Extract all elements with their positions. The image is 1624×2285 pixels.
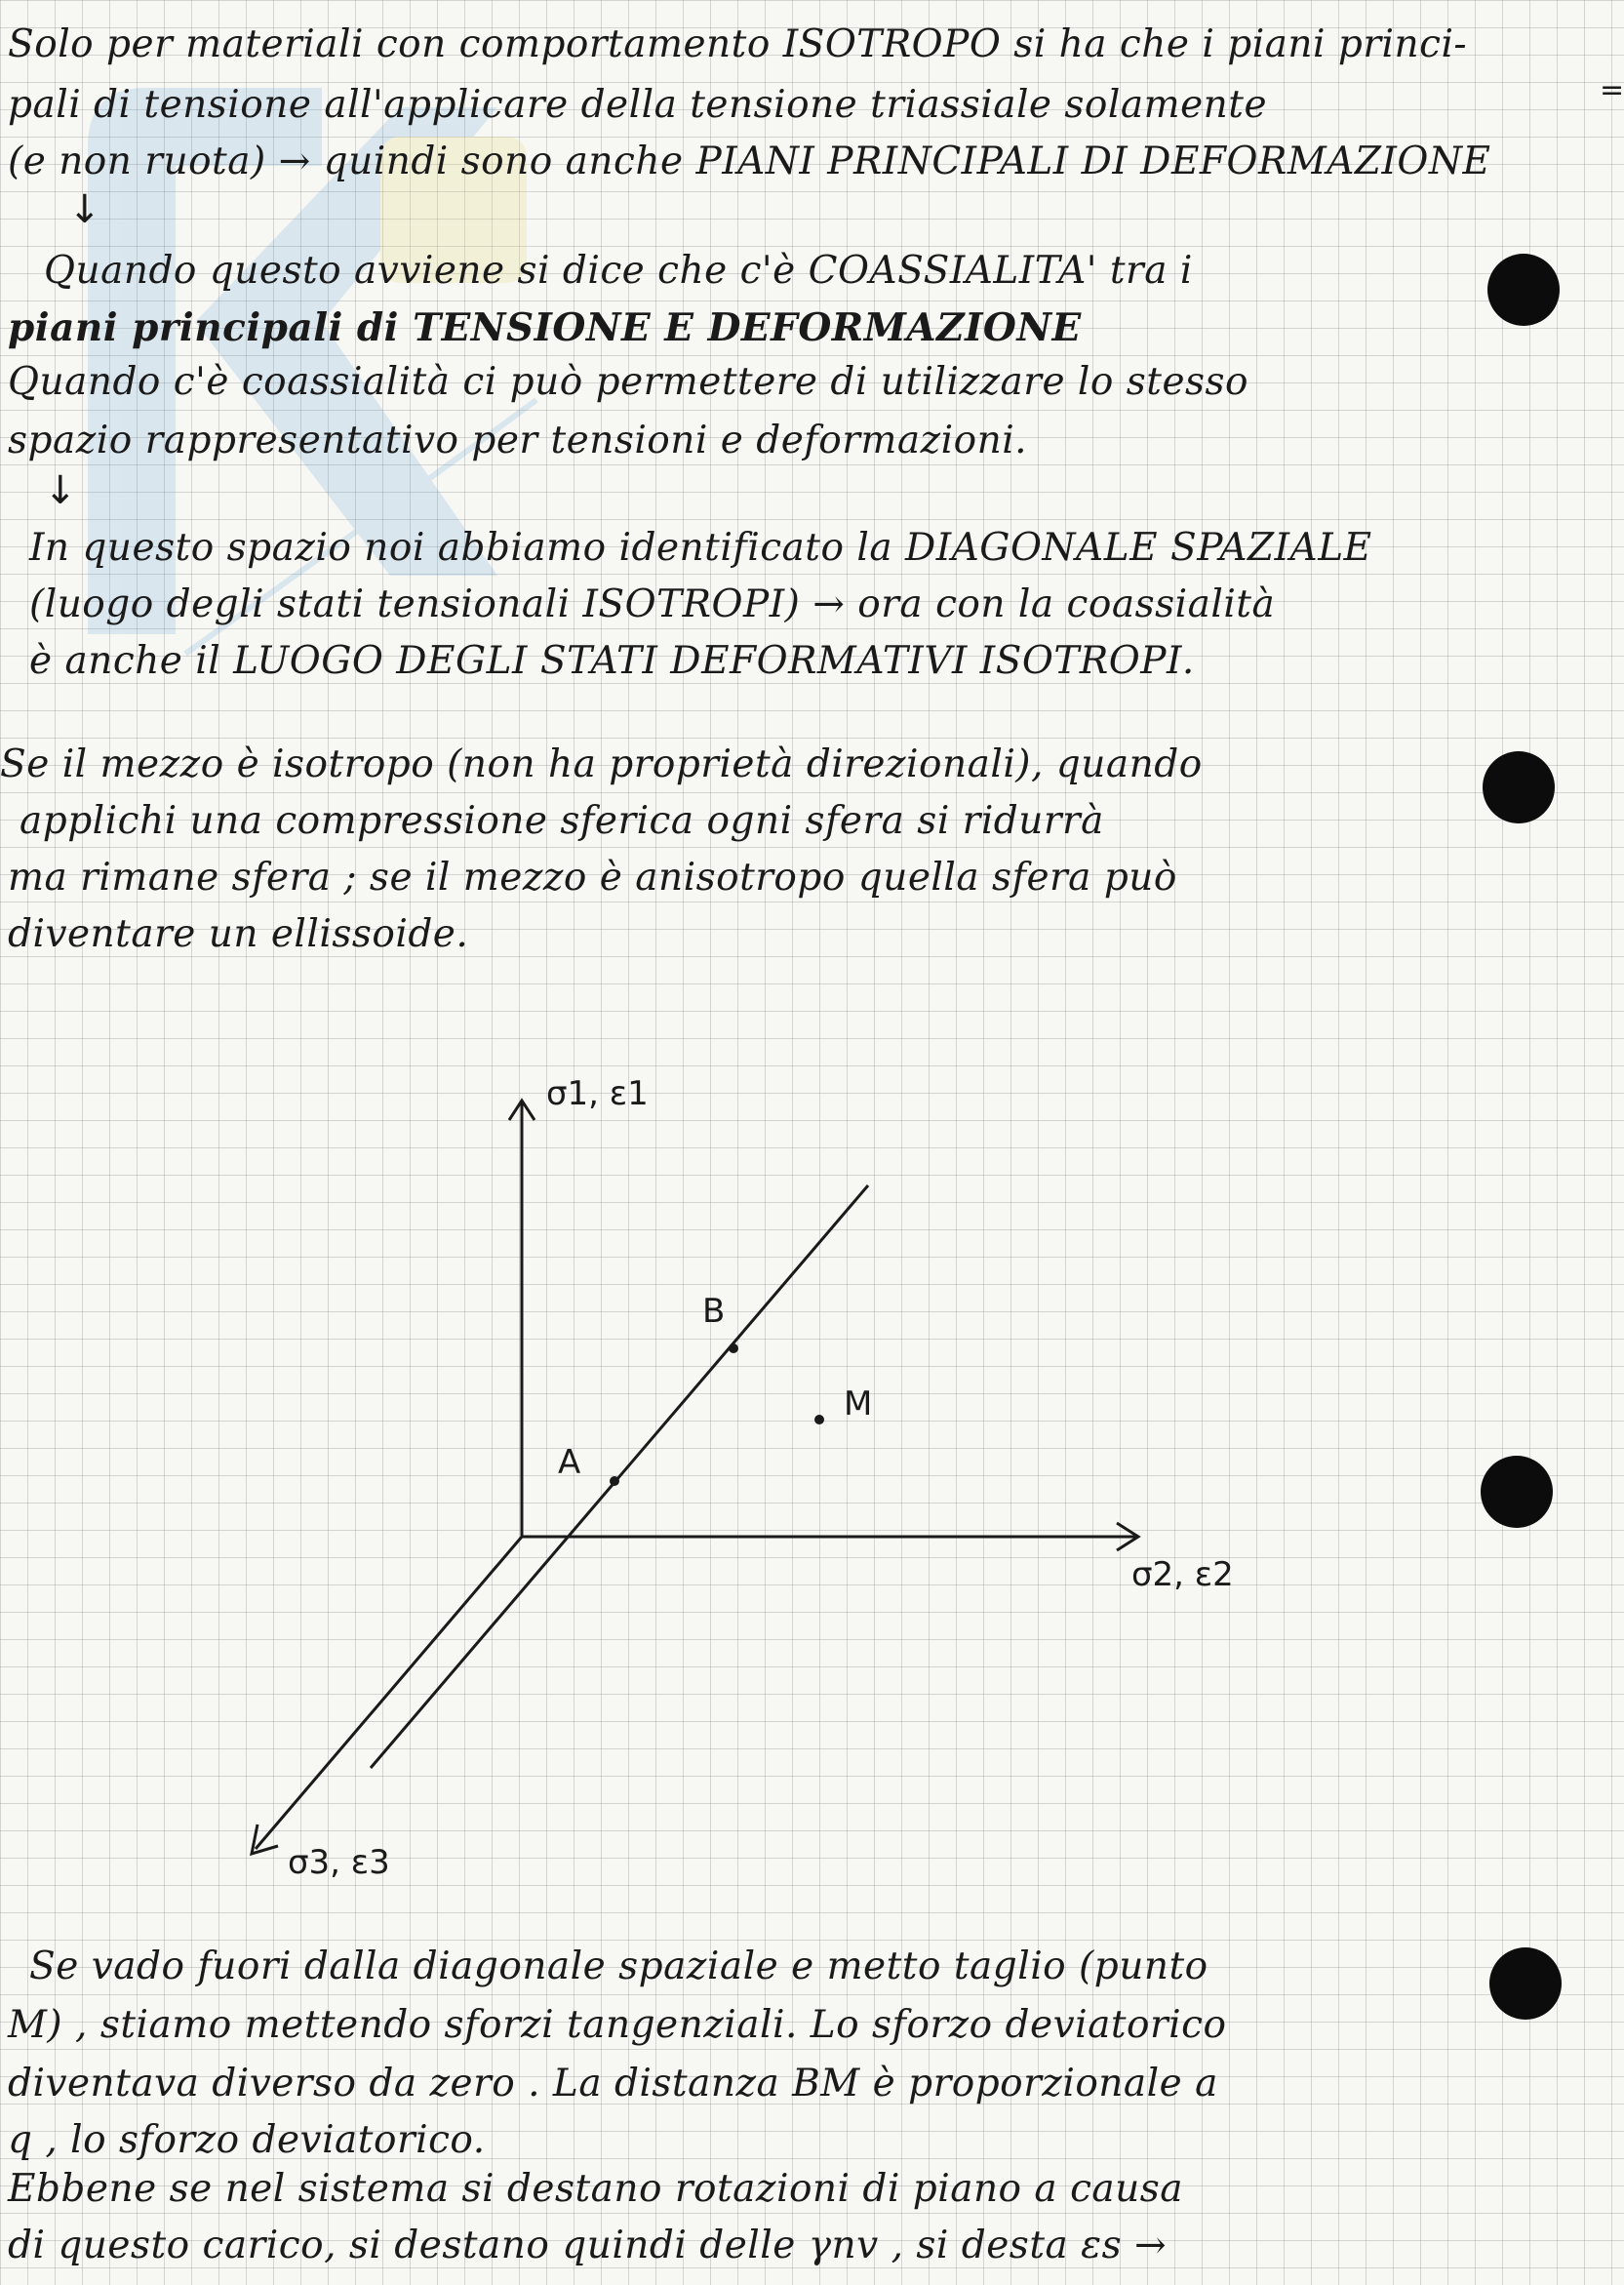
text-line: (e non ruota) → quindi sono anche PIANI PRINCIPALI DI DEFORMAZIONE: [8, 140, 1491, 183]
space-diagonal: [371, 1185, 868, 1768]
text-line: Se vado fuori dalla diagonale spaziale e metto taglio (punto: [29, 1944, 1208, 1988]
point-b-label: B: [702, 1292, 726, 1331]
axis-sigma1-label: σ1, ε1: [546, 1074, 649, 1113]
text-line: In questo spazio noi abbiamo identificato la DIAGONALE SPAZIALE: [29, 526, 1372, 570]
point-m-label: M: [844, 1384, 873, 1423]
point-a-dot: [610, 1476, 619, 1486]
text-line: (luogo degli stati tensionali ISOTROPI) → ora con la coassialità: [29, 582, 1276, 626]
text-line: di questo carico, si destano quindi delle γnv , si desta εs →: [8, 2224, 1168, 2267]
down-arrow-icon: ↓: [44, 468, 77, 513]
text-line: spazio rappresentativo per tensioni e deformazioni.: [8, 419, 1028, 462]
binder-hole: [1489, 1947, 1562, 2020]
text-line: diventare un ellissoide.: [8, 912, 469, 956]
text-line: Quando questo avviene si dice che c'è COASSIALITA' tra i: [44, 249, 1193, 293]
point-a-label: A: [558, 1443, 581, 1482]
text-line: Ebbene se nel sistema si destano rotazioni di piano a causa: [8, 2167, 1184, 2211]
text-line: Se il mezzo è isotropo (non ha proprietà direzionali), quando: [0, 742, 1203, 786]
margin-mark: =: [1600, 73, 1624, 107]
text-line: ma rimane sfera ; se il mezzo è anisotropo quella sfera può: [8, 856, 1177, 900]
text-line: q , lo sforzo deviatorico.: [8, 2118, 486, 2162]
binder-hole: [1483, 751, 1555, 823]
text-line: applichi una compressione sferica ogni sfera si ridurrà: [20, 799, 1104, 843]
binder-hole: [1481, 1456, 1553, 1528]
text-line: piani principali di TENSIONE E DEFORMAZIONE: [8, 305, 1082, 350]
text-line: diventava diverso da zero . La distanza BM è proporzionale a: [8, 2062, 1218, 2105]
text-line: pali di tensione all'applicare della tensione triassiale solamente: [8, 83, 1268, 127]
point-b-dot: [729, 1343, 738, 1353]
point-m-dot: [814, 1415, 824, 1424]
text-line: M) , stiamo mettendo sforzi tangenziali. Lo sforzo deviatorico: [8, 2003, 1227, 2047]
binder-hole: [1487, 254, 1560, 326]
down-arrow-icon: ↓: [68, 187, 101, 232]
axis-sigma2-label: σ2, ε2: [1131, 1555, 1234, 1594]
axis-sigma3-label: σ3, ε3: [288, 1843, 390, 1882]
text-line: è anche il LUOGO DEGLI STATI DEFORMATIVI ISOTROPI.: [29, 639, 1195, 683]
axis-sigma3: [256, 1537, 522, 1849]
text-line: Solo per materiali con comportamento ISOTROPO si ha che i piani princi-: [8, 22, 1468, 66]
text-line: Quando c'è coassialità ci può permettere di utilizzare lo stesso: [8, 360, 1249, 404]
